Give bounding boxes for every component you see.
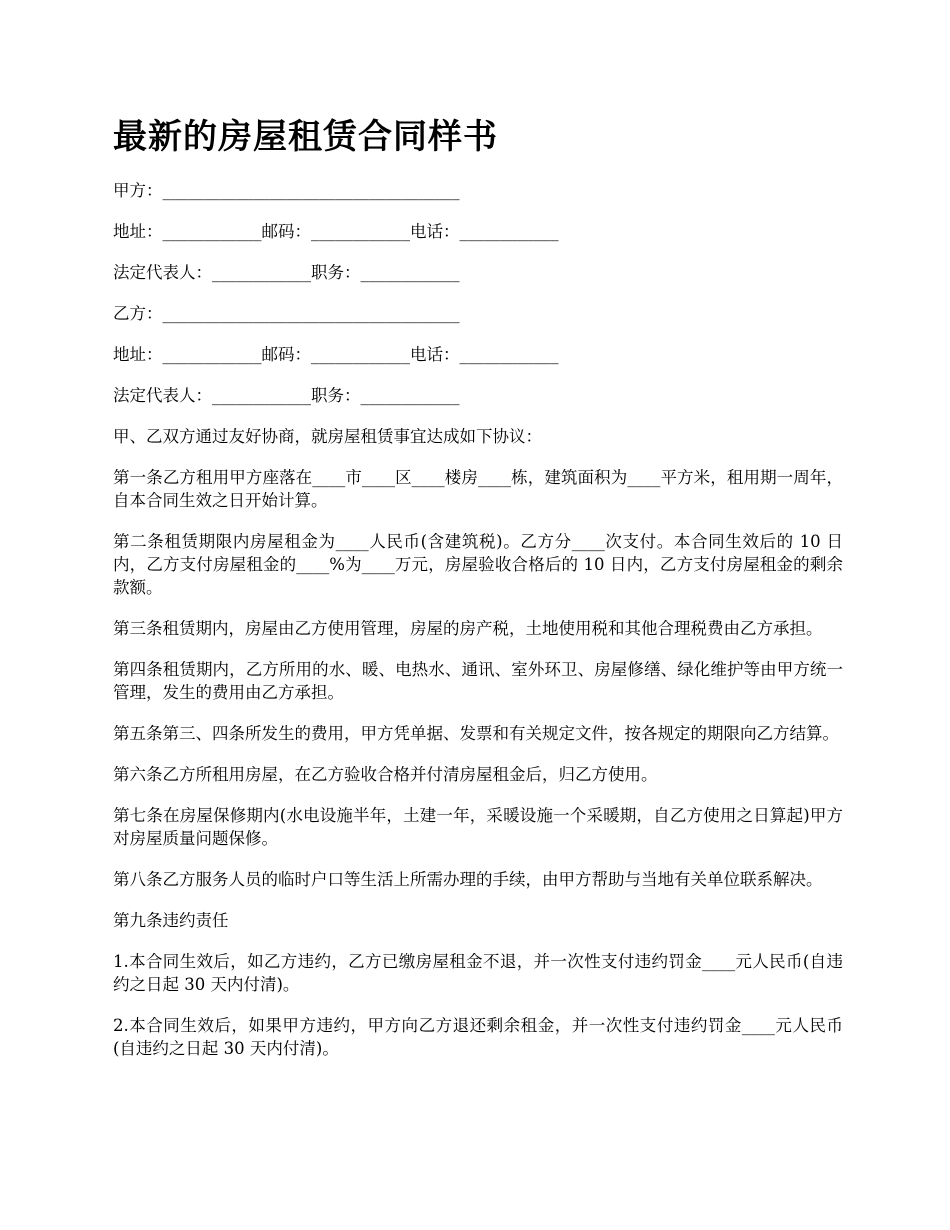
party-a-address-line: 地址：____________邮码：____________电话：____________ xyxy=(113,222,559,241)
clause-8: 第八条乙方服务人员的临时户口等生活上所需办理的手续，由甲方帮助与当地有关单位联系解决。 xyxy=(113,870,823,889)
party-b-address-line: 地址：____________邮码：____________电话：____________ xyxy=(113,345,559,364)
clause-4: 第四条租赁期内，乙方所用的水、暖、电热水、通讯、室外环卫、房屋修缮、绿化维护等由甲方统一管理，发生的费用由乙方承担。 xyxy=(113,660,843,702)
party-a-name-line: 甲方：____________________________________ xyxy=(113,181,460,200)
document-page xyxy=(113,112,843,1078)
clause-5: 第五条第三、四条所发生的费用，甲方凭单据、发票和有关规定文件，按各规定的期限向乙方结算。 xyxy=(113,724,839,743)
clause-2: 第二条租赁期限内房屋租金为____人民币(含建筑税)。乙方分____次支付。本合同生效后的 10 日内，乙方支付房屋租金的____%为____万元，房屋验收合格后的 10 日内，乙方支付房屋租金的剩余款额。 xyxy=(113,532,843,597)
clause-9-heading: 第九条违约责任 xyxy=(113,911,229,930)
party-a-representative-line: 法定代表人：____________职务：____________ xyxy=(113,263,460,282)
clause-7: 第七条在房屋保修期内(水电设施半年，土建一年，采暖设施一个采暖期，自乙方使用之日算起)甲方对房屋质量问题保修。 xyxy=(113,806,843,848)
clause-6: 第六条乙方所租用房屋，在乙方验收合格并付清房屋租金后，归乙方使用。 xyxy=(113,765,658,784)
clause-1: 第一条乙方租用甲方座落在____市____区____楼房____栋，建筑面积为____平方米，租用期一周年，自本合同生效之日开始计算。 xyxy=(113,468,843,510)
clause-9-item-2: 2.本合同生效后，如果甲方违约，甲方向乙方退还剩余租金，并一次性支付违约罚金____元人民币(自违约之日起 30 天内付清)。 xyxy=(113,1016,843,1058)
party-b-name-line: 乙方：____________________________________ xyxy=(113,304,460,323)
clause-3: 第三条租赁期内，房屋由乙方使用管理，房屋的房产税，土地使用税和其他合理税费由乙方承担。 xyxy=(113,619,823,638)
party-b-representative-line: 法定代表人：____________职务：____________ xyxy=(113,386,460,405)
agreement-intro: 甲、乙双方通过友好协商，就房屋租赁事宜达成如下协议： xyxy=(113,427,542,446)
clause-9-item-1: 1.本合同生效后，如乙方违约，乙方已缴房屋租金不退，并一次性支付违约罚金____元人民币(自违约之日起 30 天内付清)。 xyxy=(113,952,843,994)
document-title: 最新的房屋租赁合同样书 xyxy=(113,117,498,157)
